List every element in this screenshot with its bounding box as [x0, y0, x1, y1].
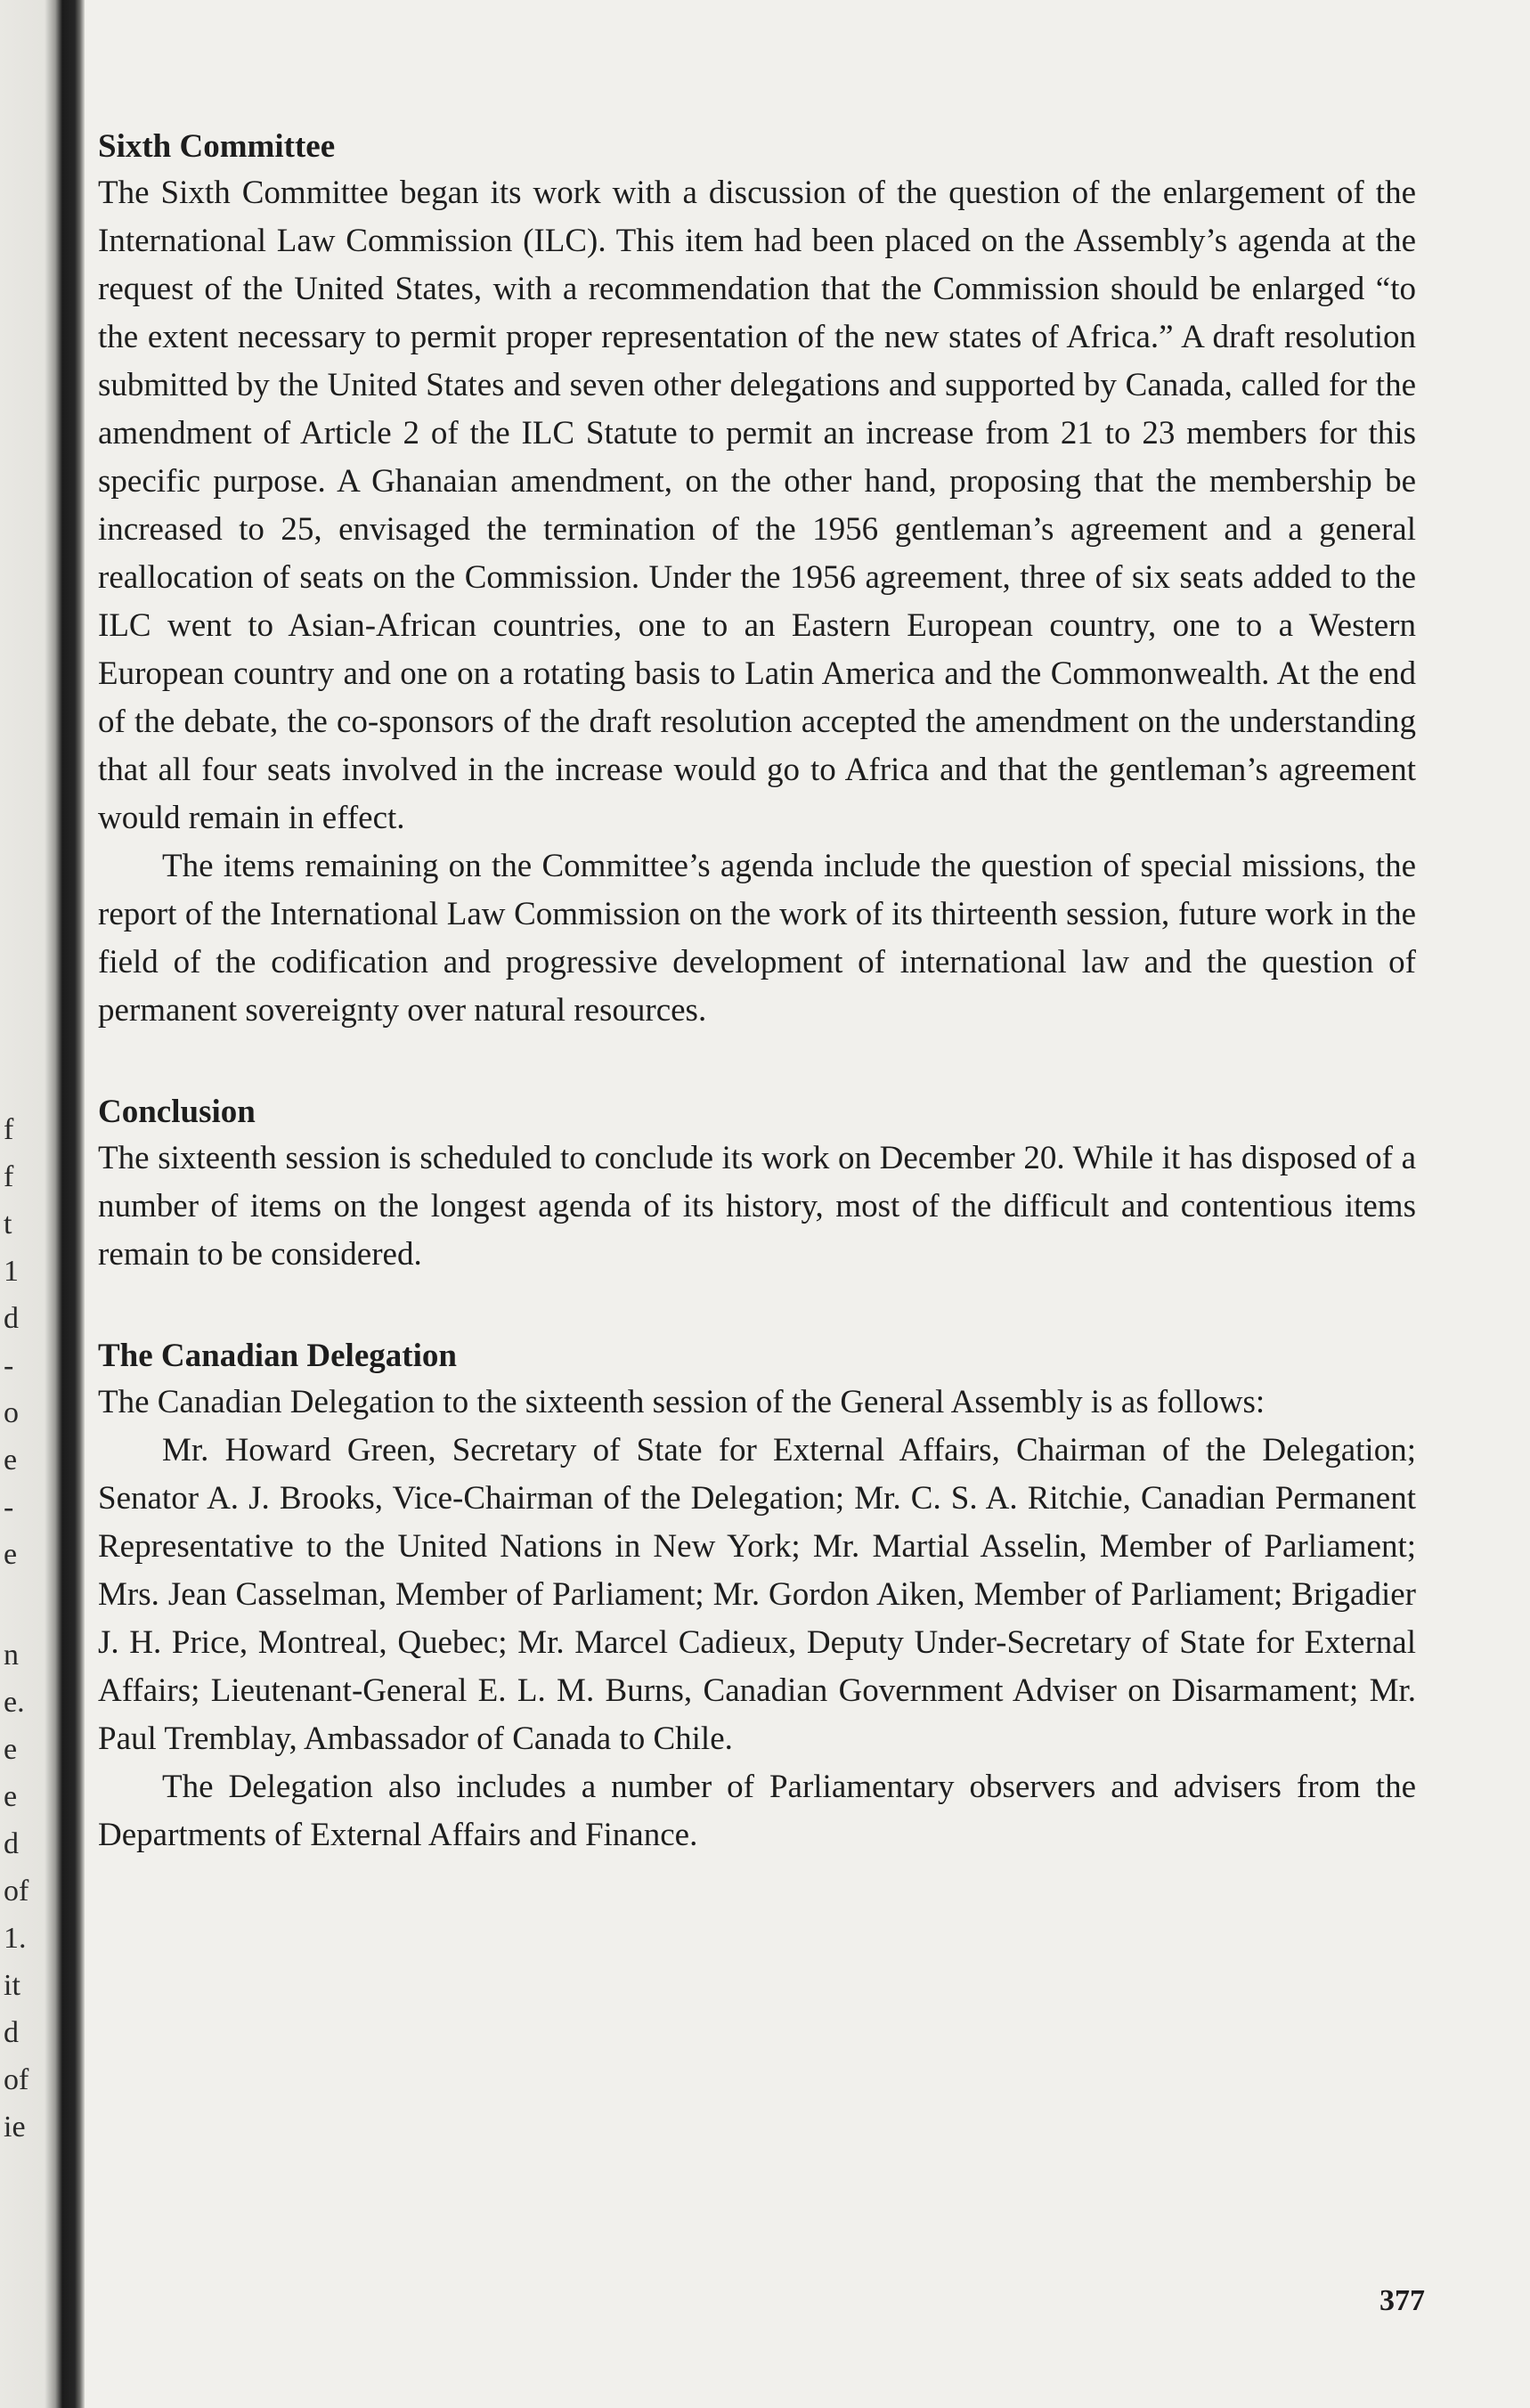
edge-fragment: f	[4, 1113, 14, 1146]
edge-fragment: ie	[4, 2111, 26, 2144]
edge-fragment: 1.	[4, 1922, 27, 1955]
section-heading: Conclusion	[98, 1094, 256, 1130]
edge-fragment: 1	[4, 1255, 19, 1288]
edge-fragment: f	[4, 1160, 14, 1193]
paragraph: Mr. Howard Green, Secretary of State for External Affairs, Chairman of the Delegation; Senator A. J. Brooks, Vice-Chairman of the Delegation; Mr. C. S. A. Ritchie, Canadian Permanent Representative to the United Nations in New York; Mr. Martial Asselin, Member of Parliament; Mrs. Jean Casselman, Member of Parliament; Mr. Gordon Aiken, Member of Parliament; Brigadier J. H. Price, Montreal, Quebec; Mr. Marcel Cadieux, Deputy Under-Secretary of State for External Affairs; Lieutenant-General E. L. M. Burns, Canadian Government Adviser on Disarmament; Mr. Paul Tremblay, Ambassador of Canada to Chile.	[98, 1432, 1416, 1757]
edge-fragment: e	[4, 1538, 18, 1571]
edge-fragment: of	[4, 2063, 29, 2096]
facing-page-edge	[0, 0, 36, 2408]
edge-fragment: e	[4, 1733, 18, 1766]
section-heading: Sixth Committee	[98, 128, 336, 165]
edge-fragment: -	[4, 1491, 14, 1524]
paragraph: The Canadian Delegation to the sixteenth session of the General Assembly is as follows:	[98, 1384, 1266, 1420]
edge-fragment: t	[4, 1208, 12, 1241]
edge-fragment: d	[4, 1302, 19, 1335]
edge-fragment: it	[4, 1969, 20, 2002]
section-heading: The Canadian Delegation	[98, 1338, 457, 1374]
edge-fragment: -	[4, 1349, 14, 1382]
edge-fragment: e	[4, 1444, 18, 1477]
section-sixth-committee	[98, 125, 1416, 1035]
paragraph: The sixteenth session is scheduled to conclude its work on December 20. While it has disposed of a number of items on the longest agenda of its history, most of the difficult and contentious items remain to be considered.	[98, 1140, 1416, 1273]
edge-fragment: e.	[4, 1686, 25, 1719]
edge-fragment: of	[4, 1875, 29, 1908]
section-conclusion	[98, 1090, 1416, 1279]
edge-fragment: d	[4, 1827, 19, 1860]
edge-fragment: e	[4, 1780, 18, 1813]
edge-fragment: o	[4, 1396, 19, 1429]
page-number: 377	[1379, 2284, 1425, 2317]
paragraph: The Sixth Committee began its work with a discussion of the question of the enlargement of the International Law Commission (ILC). This item had been placed on the Assembly’s agenda at the request of the United States, with a recommendation that the Commission should be enlarged “to the extent necessary to permit proper representation of the new states of Africa.” A draft resolution submitted by the United States and seven other delegations and supported by Canada, called for the amendment of Article 2 of the ILC Statute to permit an increase from 21 to 23 members for this specific purpose. A Ghanaian amendment, on the other hand, proposing that the membership be increased to 25, envisaged the termination of the 1956 gentleman’s agreement and a general reallocation of seats on the Commission. Under the 1956 agreement, three of six seats added to the ILC went to Asian-African countries, one to an Eastern European country, one to a Western European country and one on a rotating basis to Latin America and the Commonwealth. At the end of the debate, the co-sponsors of the draft resolution accepted the amendment on the understanding that all four seats involved in the increase would go to Africa and that the gentleman’s agreement would remain in effect.	[98, 175, 1416, 836]
paragraph: The Delegation also includes a number of Parliamentary observers and advisers from the Departments of External Affairs and Finance.	[98, 1769, 1416, 1853]
section-canadian-delegation	[98, 1334, 1416, 1859]
paragraph: The items remaining on the Committee’s agenda include the question of special missions, the report of the International Law Commission on the work of its thirteenth session, future work in the field of the codification and progressive development of international law and the question of permanent sovereignty over natural resources.	[98, 848, 1416, 1029]
page-body	[98, 125, 1416, 1915]
edge-fragment: n	[4, 1639, 19, 1672]
edge-fragment: d	[4, 2016, 19, 2049]
